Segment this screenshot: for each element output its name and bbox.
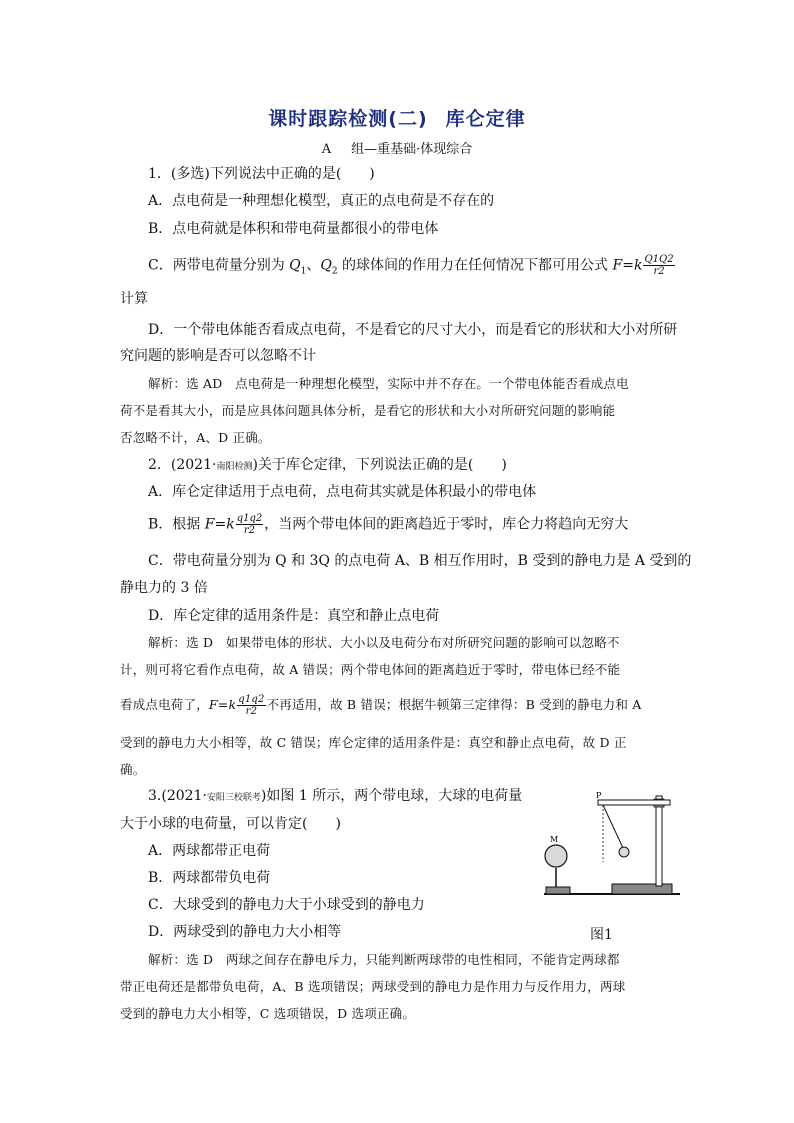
q2-option-a: A．库仑定律适用于点电荷，点电荷其实就是体积最小的带电体 [148, 484, 537, 500]
figure-1-apparatus [542, 786, 682, 904]
q3-answer-line1: 解析：选 D 两球之间存在静电斥力，只能判断两球带的电性相同，不能肯定两球都 [148, 952, 620, 967]
figure-label-m: M [550, 835, 559, 844]
q1-answer-line1: 解析：选 AD 点电荷是一种理想化模型，实际中并不存在。一个带电体能否看成点电 [148, 376, 629, 391]
q3-source: 安阳三校联考 [206, 793, 261, 803]
q2-answer-line4: 受到的静电力大小相等，故 C 错误；库仑定律的适用条件是：真空和静止点电荷，故 D 正 [120, 735, 627, 750]
q2-stem [148, 455, 675, 477]
q2-formula-lhs: F=k [204, 516, 235, 533]
q2-answer-line5: 确。 [120, 762, 146, 777]
figure-left-base [546, 887, 570, 894]
q1-c-sep: 、 [306, 257, 321, 274]
q1-formula-den: r2 [653, 266, 665, 277]
q3-stem-pre: 3.(2021· [148, 788, 207, 804]
q2-answer-line2: 计，则可将它看作点电荷，故 A 错误；两个带电体间的距离趋近于零时，带电体已经不能 [120, 662, 621, 677]
q2-ans-formula-lhs: F=k [208, 697, 237, 712]
q2-option-d: D．库仑定律的适用条件是：真空和静止点电荷 [148, 608, 440, 624]
q1-option-b: B．点电荷就是体积和带电荷量都很小的带电体 [148, 221, 439, 237]
q2-option-b [148, 513, 675, 536]
q2-stem-pre: 2．(2021· [148, 457, 217, 473]
q2-ans-post: 不再适用，故 B 错误；根据牛顿第三定律得：B 受到的静电力和 A [266, 697, 642, 712]
q3-stem-line2: 大于小球的电荷量，可以肯定( ) [120, 816, 341, 832]
q2-answer-line1: 解析：选 D 如果带电体的形状、大小以及电荷分布对所研究问题的影响可以忽略不 [148, 635, 620, 650]
q1-formula-fraction [643, 254, 674, 277]
q3-option-a: A．两球都带正电荷 [148, 843, 271, 859]
q1-option-a: A．点电荷是一种理想化模型，真正的点电荷是不存在的 [148, 193, 495, 209]
page-title [0, 104, 794, 131]
title-part-2: 库仑定律 [445, 108, 526, 130]
q3-answer-line3: 受到的静电力大小相等，C 选项错误，D 选项正确。 [120, 1006, 416, 1021]
q1-formula-lhs: F=k [612, 257, 643, 274]
q1-option-d-line2: 究问题的影响是否可以忽略不计 [120, 348, 316, 364]
q3-stem [148, 786, 538, 808]
figure-label-p: P [596, 791, 602, 800]
q2-formula-den: r2 [243, 525, 256, 536]
figure-vertical-pole [656, 796, 662, 886]
q3-option-b: B．两球都带负电荷 [148, 870, 271, 886]
q1-stem: 1．(多选)下列说法中正确的是( ) [148, 166, 375, 182]
q2-formula-num: q1q2 [236, 513, 263, 524]
q1-c-sub1: 1 [300, 266, 307, 277]
section-label: A [321, 142, 332, 157]
q3-answer-line2: 带正电荷还是都带负电荷，A、B 选项错误；两球受到的静电力是作用力与反作用力，两球 [120, 979, 626, 994]
q2-answer-line3 [120, 694, 675, 717]
q2-option-c-line2: 静电力的 3 倍 [120, 580, 208, 596]
q2-ans-formula-num: q1q2 [238, 694, 265, 705]
q2-option-c-line1: C．带电荷量分别为 Q 和 3Q 的点电荷 A、B 相互作用时，B 受到的静电力是 A 受到的 [148, 553, 692, 569]
q3-option-c: C．大球受到的静电力大于小球受到的静电力 [148, 897, 425, 913]
q1-option-c-tail: 计算 [120, 291, 148, 307]
q2-stem-post: )关于库仑定律，下列说法正确的是( ) [252, 457, 507, 473]
q2-ans-pre: 看成点电荷了， [120, 697, 209, 712]
q2-source: 南阳检测 [216, 462, 253, 472]
q2-ans-formula-fraction [237, 694, 265, 717]
q1-c-q1: Q [289, 257, 301, 274]
q1-formula-num: Q1Q2 [644, 254, 674, 265]
q1-c-text-1: C．两带电荷量分别为 [148, 257, 290, 274]
q3-option-d: D．两球受到的静电力大小相等 [148, 924, 342, 940]
figure-large-ball [545, 845, 567, 867]
q1-c-sub2: 2 [331, 266, 338, 277]
q2-b-post: ，当两个带电体间的距离趋近于零时，库仑力将趋向无穷大 [264, 516, 629, 533]
q1-answer-line3: 否忽略不计，A、D 正确。 [120, 430, 271, 445]
q1-option-c [148, 254, 675, 281]
q1-option-d-line1: D．一个带电体能否看成点电荷，不是看它的尺寸大小，而是看它的形状和大小对所研 [148, 322, 678, 338]
q1-c-text-2: 的球体间的作用力在任何情况下都可用公式 [337, 257, 613, 274]
q2-ans-formula-den: r2 [245, 706, 258, 717]
q3-stem-post: )如图 1 所示，两个带电球，大球的电荷量 [260, 788, 523, 804]
figure-caption: 图1 [590, 927, 613, 943]
q1-c-q2: Q [320, 257, 332, 274]
q1-answer-line2: 荷不是看其大小，而是应具体问题具体分析，是看它的形状和大小对所研究问题的影响能 [120, 403, 616, 418]
figure-small-ball [619, 847, 629, 857]
section-heading [0, 138, 794, 157]
q2-b-pre: B．根据 [148, 516, 205, 533]
figure-thread [603, 805, 623, 848]
q2-formula-fraction [236, 513, 264, 536]
figure-horizontal-bar [598, 800, 670, 805]
section-text: 组—重基础·体现综合 [351, 142, 473, 157]
title-part-1: 课时跟踪检测(二) [268, 108, 428, 130]
figure-right-base [612, 884, 672, 894]
